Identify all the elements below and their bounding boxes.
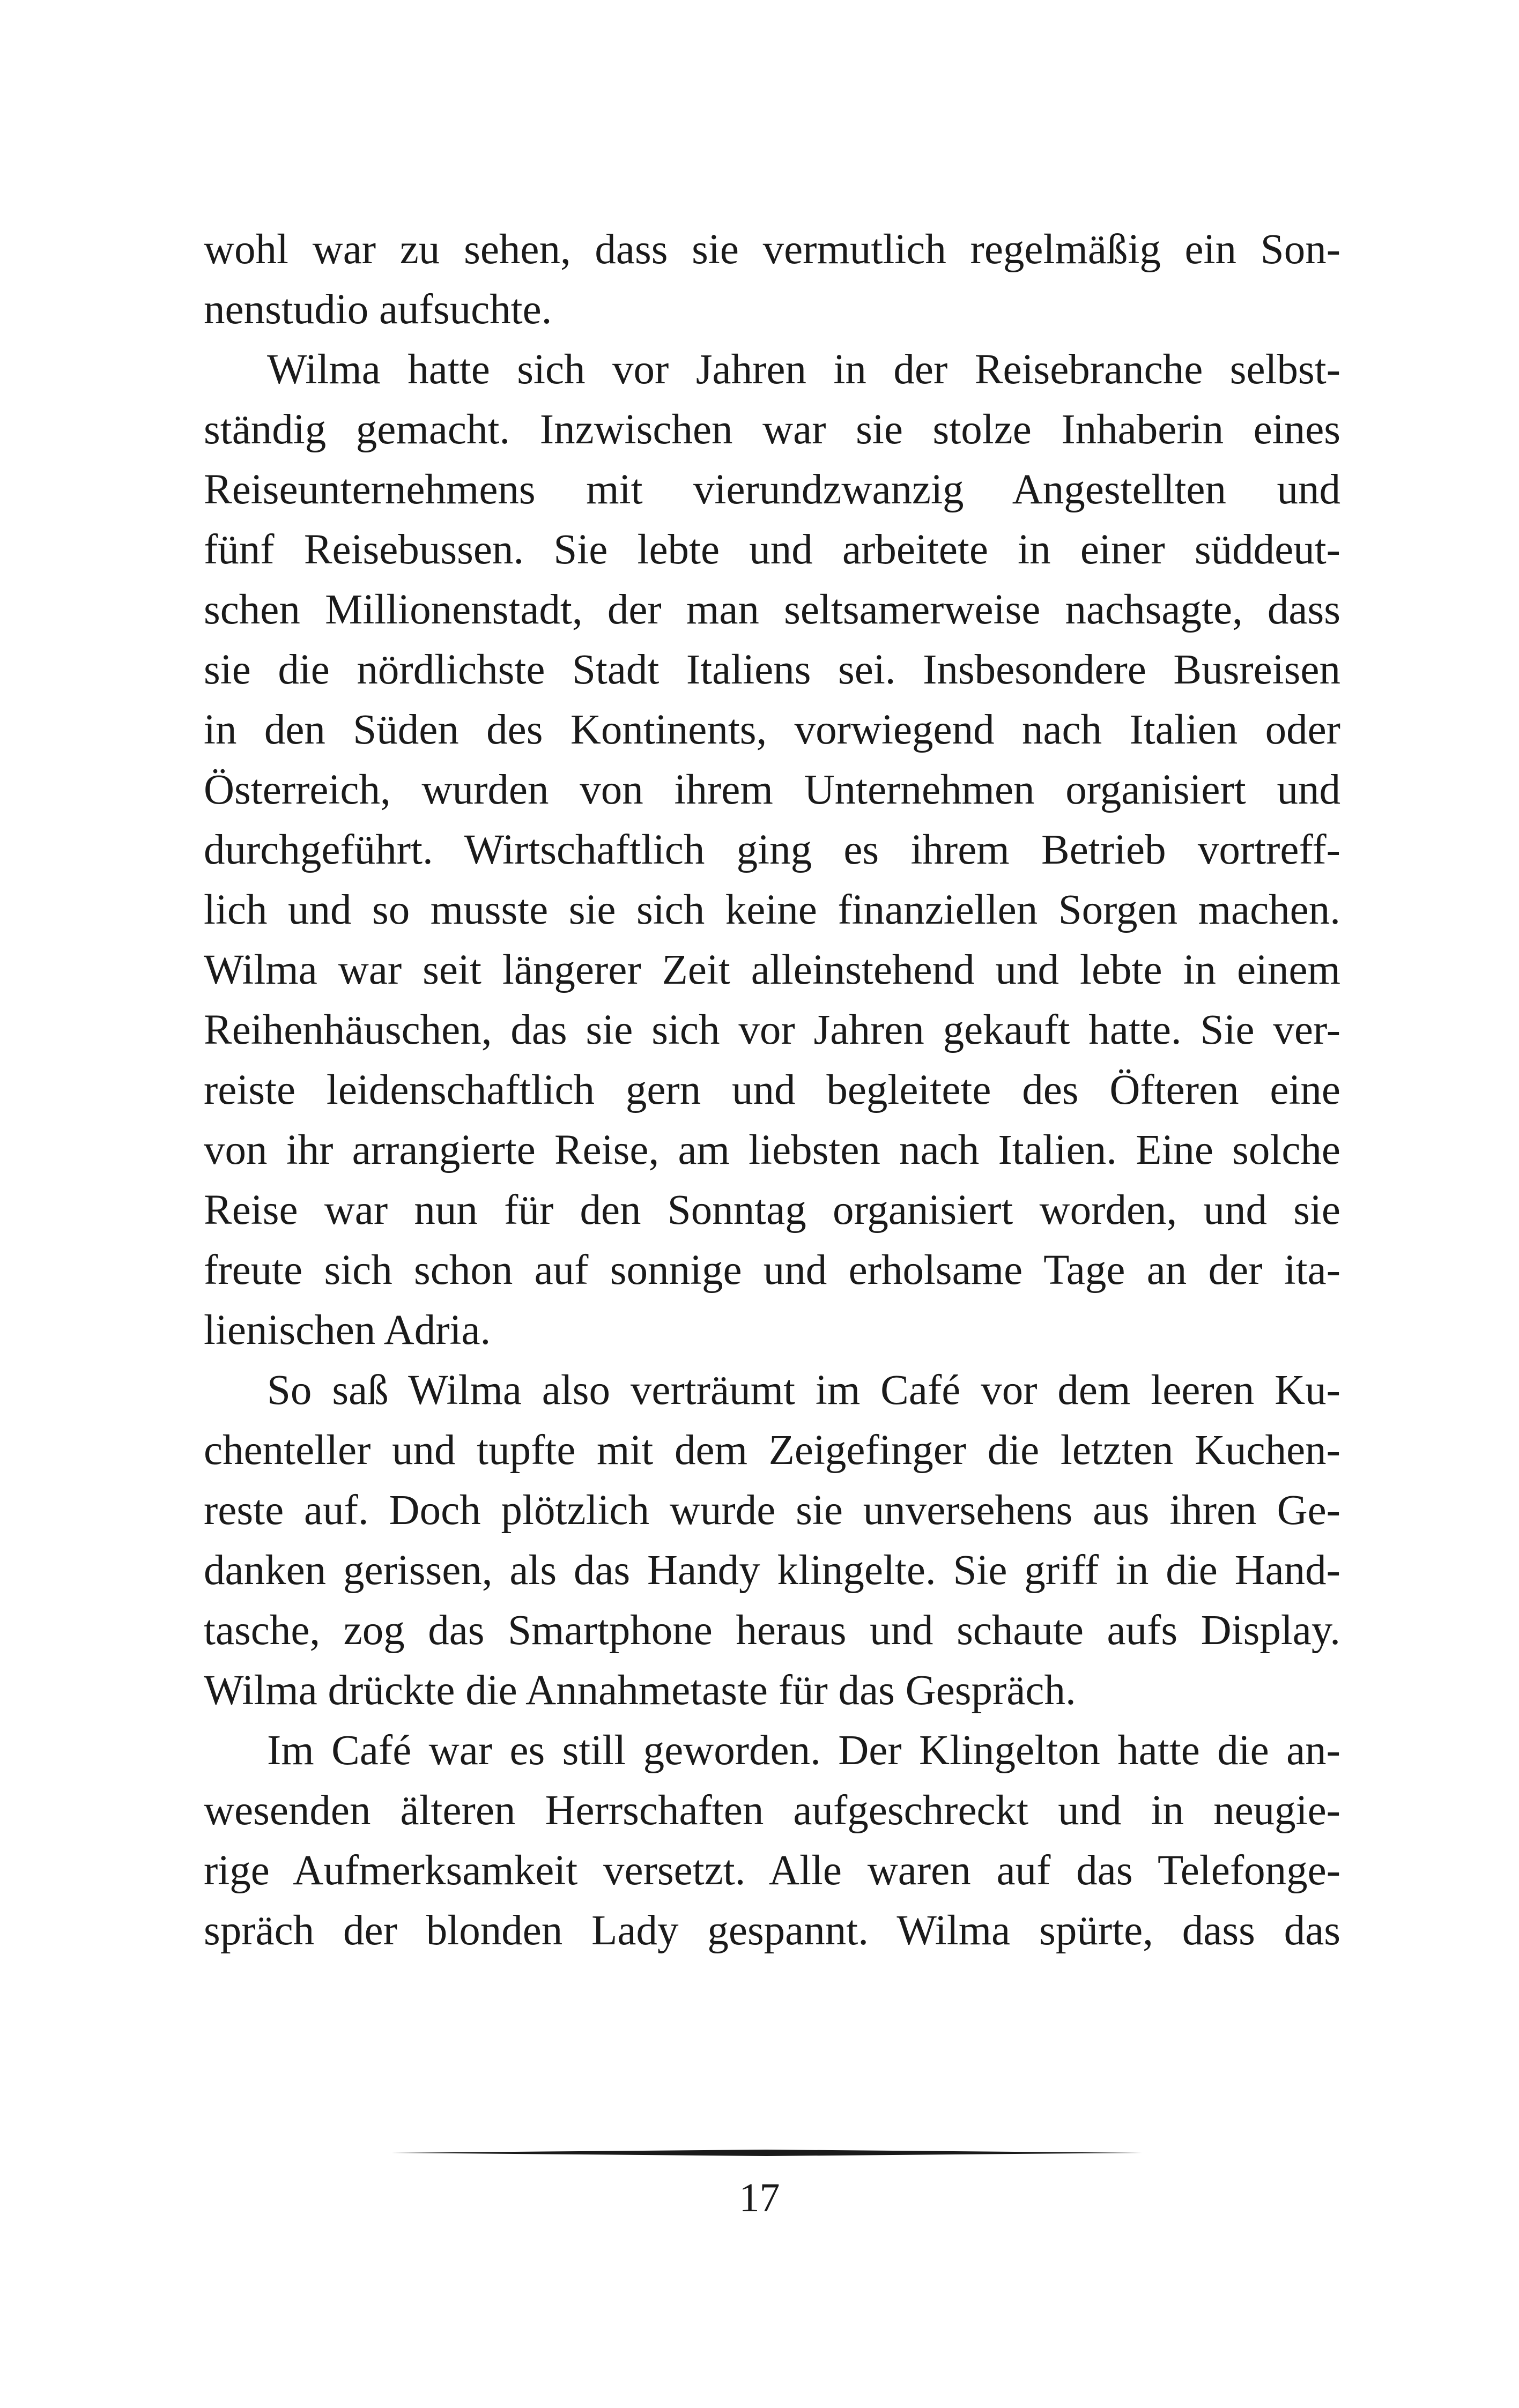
text-line: tasche, zog das Smartphone heraus und schaute aufs Display. [204, 1607, 1340, 1654]
text-line: reiste leidenschaftlich gern und begleitete des Öfteren eine [204, 1067, 1340, 1113]
text-line: nenstudio aufsuchte. [204, 286, 552, 333]
text-line: So saß Wilma also verträumt im Café vor dem leeren Ku- [267, 1367, 1340, 1414]
text-line: lich und so musste sie sich keine finanziellen Sorgen machen. [204, 887, 1340, 933]
text-line: schen Millionenstadt, der man seltsamerweise nachsagte, dass [204, 586, 1340, 633]
text-line: wesenden älteren Herrschaften aufgeschreckt und in neugie- [204, 1787, 1340, 1834]
text-line: Wilma drückte die Annahmetaste für das Gespräch. [204, 1667, 1076, 1714]
text-line: Österreich, wurden von ihrem Unternehmen organisiert und [204, 767, 1340, 813]
text-line: reste auf. Doch plötzlich wurde sie unversehens aus ihren Ge- [204, 1487, 1340, 1534]
text-line: Reiseunternehmens mit vierundzwanzig Angestellten und [204, 466, 1340, 513]
text-line: freute sich schon auf sonnige und erholsame Tage an der ita- [204, 1247, 1340, 1294]
text-line: Reihenhäuschen, das sie sich vor Jahren gekauft hatte. Sie ver- [204, 1007, 1340, 1053]
text-line: danken gerissen, als das Handy klingelte. Sie griff in die Hand- [204, 1547, 1340, 1594]
text-line: Reise war nun für den Sonntag organisiert worden, und sie [204, 1187, 1340, 1233]
text-line: in den Süden des Kontinents, vorwiegend nach Italien oder [204, 707, 1340, 753]
text-line: von ihr arrangierte Reise, am liebsten nach Italien. Eine solche [204, 1127, 1340, 1173]
text-line: lienischen Adria. [204, 1307, 491, 1354]
text-line: Im Café war es still geworden. Der Klingelton hatte die an- [267, 1727, 1340, 1774]
body-text [204, 220, 1340, 1961]
footer-rule [391, 2150, 1142, 2156]
text-line: Wilma war seit längerer Zeit alleinstehend und lebte in einem [204, 947, 1340, 993]
text-line: wohl war zu sehen, dass sie vermutlich regelmäßig ein Son- [204, 226, 1340, 273]
text-line: spräch der blonden Lady gespannt. Wilma spürte, dass das [204, 1907, 1340, 1954]
text-line: durchgeführt. Wirtschaftlich ging es ihrem Betrieb vortreff- [204, 827, 1340, 873]
text-line: ständig gemacht. Inzwischen war sie stolze Inhaberin eines [204, 406, 1340, 453]
text-line: sie die nördlichste Stadt Italiens sei. Insbesondere Busreisen [204, 646, 1340, 693]
page-number: 17 [739, 2175, 780, 2220]
text-line: fünf Reisebussen. Sie lebte und arbeitete in einer süddeut- [204, 526, 1340, 573]
text-line: chenteller und tupfte mit dem Zeigefinger die letzten Kuchen- [204, 1427, 1340, 1474]
text-line: Wilma hatte sich vor Jahren in der Reisebranche selbst- [267, 346, 1340, 393]
text-line: rige Aufmerksamkeit versetzt. Alle waren auf das Telefonge- [204, 1847, 1340, 1894]
